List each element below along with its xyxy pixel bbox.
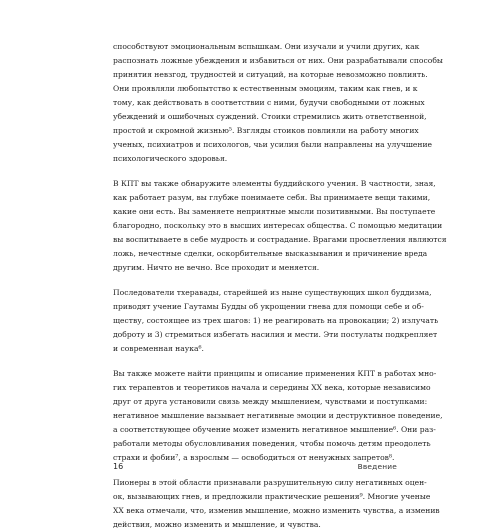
paragraph-20th-century-therapists (113, 367, 443, 465)
paragraph-pioneers (113, 476, 440, 532)
text-line: другим. Ничто не вечно. Все проходит и меняется. (113, 263, 320, 272)
text-line: способствуют эмоциональным вспышкам. Они изучали и учили других, как (113, 42, 420, 51)
text-line: и современная наука⁶. (113, 344, 204, 353)
text-line: XX века отмечали, что, изменив мышление, можно изменить чувства, а изменив (113, 506, 440, 515)
text-line: простой и скромной жизнью⁵. Взгляды стоиков повлияли на работу многих (113, 126, 419, 135)
paragraph-theravada (113, 286, 439, 356)
text-line: Последователи тхеравады, старейшей из ныне существующих школ буддизма, (113, 288, 432, 297)
text-line: Пионеры в этой области признавали разрушительную силу негативных оцен- (113, 478, 427, 487)
text-line: ученых, психиатров и психологов, чьи усилия были направлены на улучшение (113, 140, 433, 149)
text-line: друг от друга установили связь между мышлением, чувствами и поступками: (113, 397, 428, 406)
text-line: а соответствующее обучение может изменить негативное мышление⁶. Они раз- (113, 425, 436, 434)
text-line: какие они есть. Вы заменяете неприятные мысли позитивными. Вы поступаете (113, 207, 436, 216)
page-number: 16 (113, 462, 124, 471)
text-line: действия, можно изменить и мышление, и чувства. (113, 520, 321, 529)
text-line: ложь, нечестные сделки, оскорбительные высказывания и причинение вреда (113, 249, 428, 258)
text-line: психологического здоровья. (113, 154, 228, 163)
paragraph-stoics (113, 40, 443, 166)
text-line: принятия невзгод, трудностей и ситуаций, на которые невозможно повлиять. (113, 70, 428, 79)
text-line: ок, вызывающих гнев, и предложили практические решения⁹. Многие ученые (113, 492, 431, 501)
text-line: распознать ложные убеждения и избавиться от них. Они разрабатывали способы (113, 56, 443, 65)
text-line: как работает разум, вы глубже понимаете себя. Вы принимаете вещи такими, (113, 193, 431, 202)
text-line: доброту и 3) стремиться избегать насилия и мести. Эти постулаты подкрепляет (113, 330, 438, 339)
running-footer-section-title: Введение (357, 462, 397, 471)
text-line: гих терапевтов и теоретиков начала и середины XX века, которые независимо (113, 383, 431, 392)
text-line: страхи и фобии⁷, а взрослым — освободиться от ненужных запретов⁸. (113, 453, 395, 462)
text-line: тому, как действовать в соответствии с ними, будучи свободными от ложных (113, 98, 425, 107)
text-line: Вы также можете найти принципы и описание применения КПТ в работах мно- (113, 369, 437, 378)
text-line: ществу, состоящее из трех шагов: 1) не реагировать на провокации; 2) излучать (113, 316, 439, 325)
text-line: негативное мышление вызывает негативные эмоции и деструктивное поведение, (113, 411, 443, 420)
paragraph-buddhism (113, 177, 447, 275)
text-line: приводят учение Гаутамы Будды об укрощении гнева для помощи себе и об- (113, 302, 424, 311)
text-line: вы воспитываете в себе мудрость и сострадание. Врагами просветления являются (113, 235, 447, 244)
text-line: работали методы обусловливания поведения, чтобы помочь детям преодолеть (113, 439, 431, 448)
text-line: Они проявляли любопытство к естественным эмоциям, таким как гнев, и к (113, 84, 418, 93)
text-line: убеждений и ошибочных суждений. Стоики стремились жить ответственной, (113, 112, 427, 121)
text-line: В КПТ вы также обнаружите элементы буддийского учения. В частности, зная, (113, 179, 436, 188)
text-line: благородно, поскольку это в высших интересах общества. С помощью медитации (113, 221, 443, 230)
